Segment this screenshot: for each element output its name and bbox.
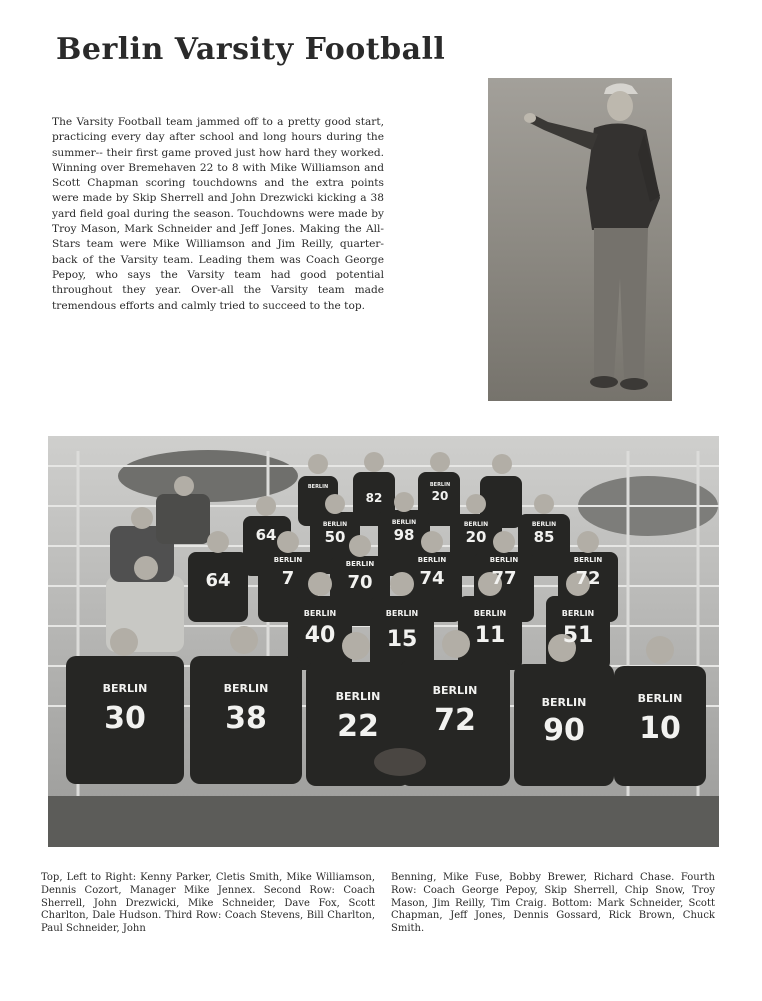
row2-jersey-label: BERLIN — [322, 521, 348, 528]
team-photo-art — [48, 436, 719, 847]
row4-jersey-label: BERLIN — [473, 609, 507, 618]
jersey-number: 51 — [562, 623, 594, 648]
jersey-number: 70 — [347, 572, 373, 593]
jersey-number: 7 — [281, 568, 295, 589]
front-jersey-label: BERLIN — [637, 692, 683, 705]
jersey-number: 30 — [104, 701, 146, 736]
jersey-number: 22 — [337, 709, 379, 744]
photo-caption-right: Benning, Mike Fuse, Bobby Brewer, Richard Chase. Fourth Row: Coach George Pepoy, Skip Sherrell, Chip Snow, Troy Mason, Jim Reilly, Tim Craig. Bottom: Mark Schneider, Scott Chapman, Jeff Jones, Dennis Gossard, Rick Brown, Chuck Smith. — [391, 872, 715, 935]
jersey-number: 20 — [431, 489, 449, 503]
jersey-number: 72 — [434, 703, 476, 738]
row2-jersey-label: BERLIN — [391, 519, 417, 526]
jersey-number: 72 — [575, 568, 601, 589]
row3-jersey-label: BERLIN — [489, 556, 519, 564]
row4-jersey-label: BERLIN — [561, 609, 595, 618]
coach-photo — [488, 78, 672, 401]
row2-jersey-label: BERLIN — [531, 521, 557, 528]
row3-jersey-label: BERLIN — [417, 556, 447, 564]
front-jersey-label: BERLIN — [335, 690, 381, 703]
row4-jersey-label: BERLIN — [303, 609, 337, 618]
jersey-number: 90 — [543, 713, 585, 748]
page-title: Berlin Varsity Football — [56, 32, 446, 67]
row3-jersey-label: BERLIN — [273, 556, 303, 564]
jersey-number: 11 — [474, 623, 506, 648]
coach-photo-art — [488, 78, 672, 401]
jersey-number: 10 — [639, 711, 681, 746]
team-photo — [48, 436, 719, 847]
row1-jersey-label: BERLIN — [307, 484, 329, 490]
jersey-number: 15 — [386, 627, 418, 652]
row3-jersey-label: BERLIN — [345, 560, 375, 568]
jersey-number: 98 — [393, 526, 415, 544]
jersey-number: 74 — [419, 568, 445, 589]
row2-jersey-label: BERLIN — [463, 521, 489, 528]
jersey-number: 85 — [533, 528, 555, 546]
jersey-number: 40 — [304, 623, 336, 648]
jersey-number: 64 — [205, 570, 231, 591]
row3-jersey-label: BERLIN — [573, 556, 603, 564]
intro-paragraph: The Varsity Football team jammed off to a pretty good start, practicing every day after school and long hours during the summer-- their first game proved just how hard they worked. Winning over Bremehaven 22 to 8 with Mike Williamson and Scott Chapman scoring touchdowns and the extra points were made by Skip Sherrell and John Drezwicki kicking a 38 yard field goal during the season. Touchdowns were made by Troy Mason, Mark Schneider and Jeff Jones. Making the All-Stars team were Mike Williamson and Jim Reilly, quarter-back of the Varsity team. Leading them was Coach George Pepoy, who says the Varsity team had good potential throughout they year. Over-all the Varsity team made tremendous efforts and calmly tried to succeed to the top. — [52, 116, 384, 312]
jersey-number: 82 — [365, 491, 383, 505]
front-jersey-label: BERLIN — [432, 684, 478, 697]
jersey-number: 38 — [225, 701, 267, 736]
front-jersey-label: BERLIN — [102, 682, 148, 695]
jersey-number: 64 — [255, 526, 277, 544]
jersey-number: 20 — [465, 528, 487, 546]
photo-caption-left: Top, Left to Right: Kenny Parker, Cletis Smith, Mike Williamson, Dennis Cozort, Manager Mike Jennex. Second Row: Coach Sherrell, John Drezwicki, Mike Schneider, Dave Fox, Scott Charlton, Dale Hudson. Third Row: Coach Stevens, Bill Charlton, Paul Schneider, John — [41, 872, 375, 935]
front-jersey-label: BERLIN — [541, 696, 587, 709]
jersey-number: 50 — [324, 528, 346, 546]
row1-jersey-label: BERLIN — [429, 482, 451, 488]
jersey-number: 77 — [491, 568, 517, 589]
front-jersey-label: BERLIN — [223, 682, 269, 695]
row4-jersey-label: BERLIN — [385, 609, 419, 618]
